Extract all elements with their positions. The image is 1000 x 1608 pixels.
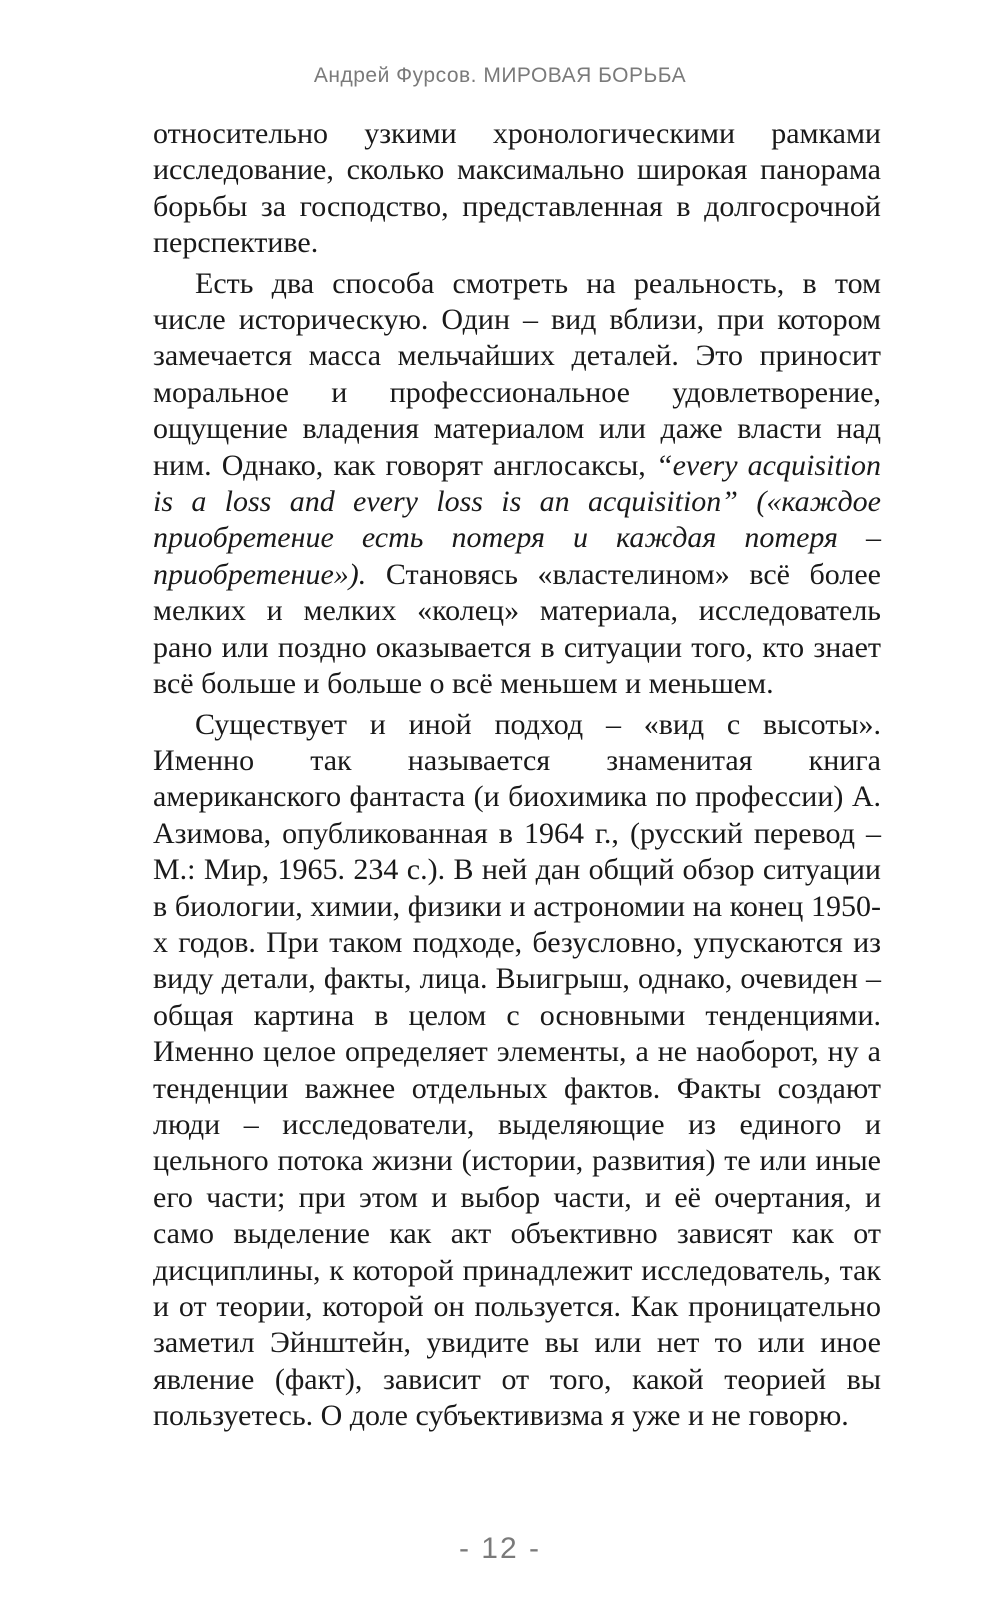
paragraph-2: [153, 266, 881, 703]
paragraph-2-text-a: Есть два способа смотреть на реальность, в том числе историческую. Один – вид вблизи, при котором замечается масса мельчайших деталей. Это приносит моральное и профессиональное удовлетворение, ощущение владения материалом или даже власти над ним. Однако, как говорят англосаксы,: [153, 266, 881, 482]
body-text: [153, 116, 881, 1439]
paragraph-2-text-b: Становясь «властелином» всё более мелких и мелких «колец» материала, исследователь рано или поздно оказывается в ситуации того, кто знает всё больше и больше о всё меньшем и меньшем.: [153, 557, 881, 701]
paragraph-2-quote: “every acquisition is a loss and every loss is an acquisition” («каждое приобретение есть потеря и каждая потеря – приобретение»).: [153, 448, 882, 591]
paragraph-1: относительно узкими хронологическими рамками исследование, сколько максимально широкая панорама борьбы за господство, представленная в долгосрочной перспективе.: [153, 117, 881, 260]
paragraph-3: Существует и иной подход – «вид с высоты». Именно так называется знаменитая книга американского фантаста (и биохимика по профессии) А. Азимова, опубликованная в 1964 г., (русский перевод – М.: Мир, 1965. 234 с.). В ней дан общий обзор ситуации в биологии, химии, физики и астрономии на конец 1950-х годов. При таком подходе, безусловно, упускаются из виду детали, факты, лица. Выигрыш, однако, очевиден – общая картина в целом с основными тенденциями. Именно целое определяет элементы, а не наоборот, ну а тенденции важнее отдельных фактов. Факты создают люди – исследователи, выделяющие из единого и цельного потока жизни (истории, развития) те или иные его части; при этом и выбор части, и её очертания, и само выделение как акт объективно зависят как от дисциплины, к которой принадлежит исследователь, так и от теории, которой он пользуется. Как проницательно заметил Эйнштейн, увидите вы или нет то или иное явление (факт), зависит от того, какой теорией вы пользуетесь. О доле субъективизма я уже и не говорю.: [153, 707, 881, 1433]
running-head: Андрей Фурсов. МИРОВАЯ БОРЬБА: [313, 64, 687, 87]
page-number: - 12 -: [458, 1532, 542, 1565]
